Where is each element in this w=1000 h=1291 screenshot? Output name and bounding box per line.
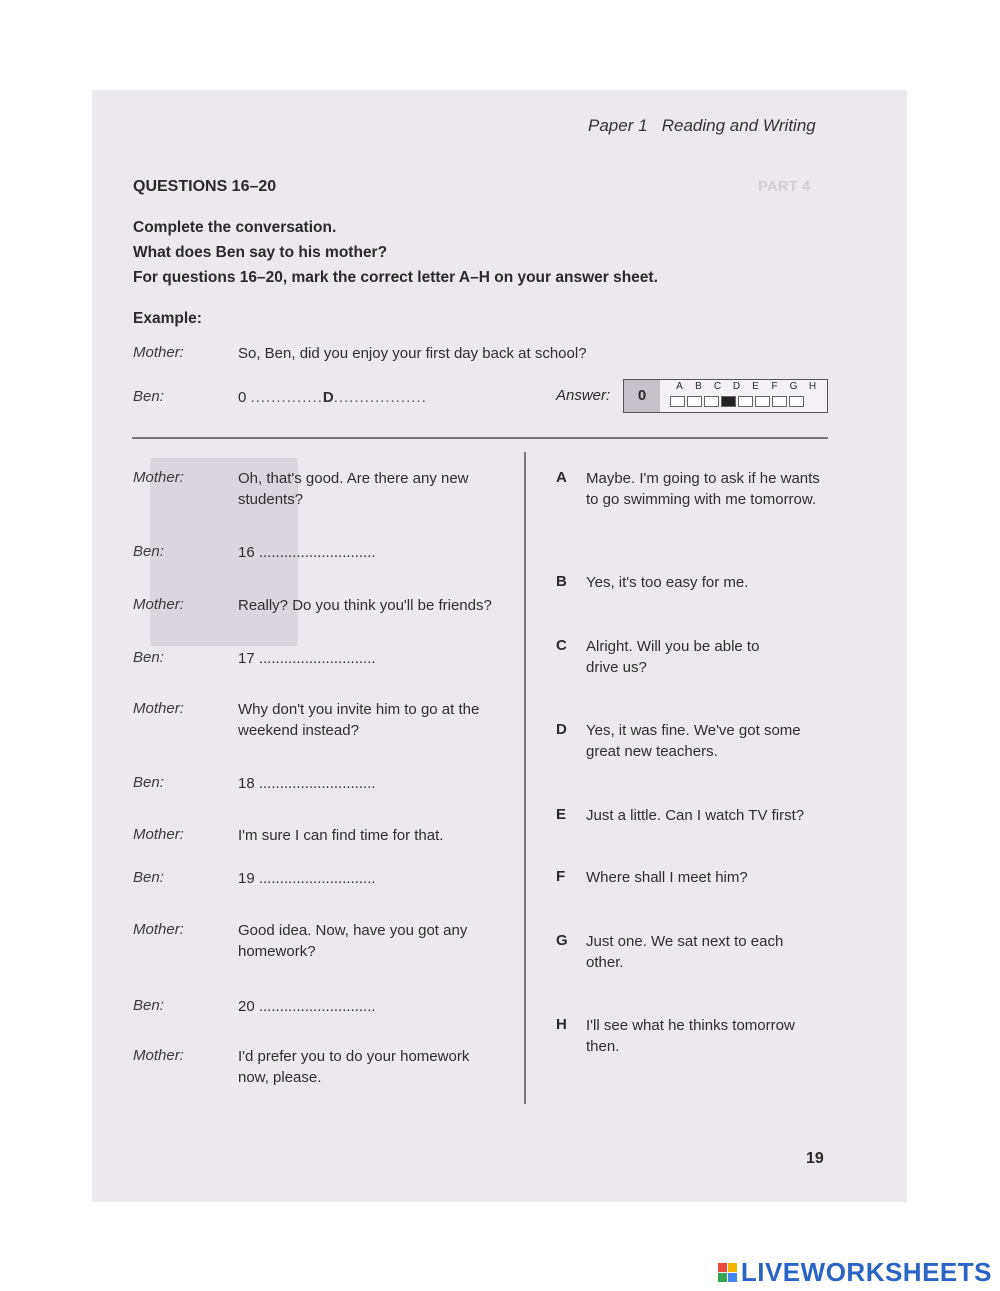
answer-letter-h: H [808,381,817,392]
example-mother-speaker: Mother: [133,344,184,361]
option-letter-d: D [556,721,567,738]
answer-gap-16[interactable]: 16 ............................ [238,544,376,561]
option-letter-f: F [556,868,566,885]
answer-cell-g [772,396,787,407]
speaker-label: Mother: [133,596,184,613]
liveworksheets-logo[interactable] [718,1257,992,1288]
logo-icon [718,1263,737,1282]
logo-square [728,1263,737,1272]
speaker-label: Ben: [133,869,164,886]
dialogue-line: Why don't you invite him to go at the weekend instead? [238,701,480,739]
speaker-label: Ben: [133,997,164,1014]
page-number: 19 [806,1150,824,1167]
option-text-e: Just a little. Can I watch TV first? [586,807,805,824]
answer-gap-18[interactable]: 18 ............................ [238,775,376,792]
answer-letter-b: B [695,381,702,392]
example-dots: .............. [250,389,323,406]
speaker-label: Mother: [133,469,184,486]
option-letter-c: C [556,637,567,654]
option-text-a: Maybe. I'm going to ask if he wants to go swimming with me tomorrow. [586,470,820,508]
option-letter-e: E [556,806,567,823]
option-text-d: Yes, it was fine. We've got some great new teachers. [586,722,801,760]
option-letter-b: B [556,573,567,590]
speaker-label: Ben: [133,649,164,666]
option-text-c: Alright. Will you be able to drive us? [586,638,760,676]
questions-title: QUESTIONS 16–20 [133,178,277,195]
option-text-h: I'll see what he thinks tomorrow then. [586,1017,795,1055]
answer-cell-e [738,396,753,407]
example-dots: .................. [333,389,427,406]
logo-square [728,1273,737,1282]
example-mother-line: So, Ben, did you enjoy your first day back at school? [238,345,587,362]
option-letter-g: G [556,932,568,949]
option-text-g: Just one. We sat next to each other. [586,933,784,971]
answer-letter-d: D [732,381,741,392]
dialogue-line: Oh, that's good. Are there any new students? [238,470,469,508]
dialogue-line: Good idea. Now, have you got any homework? [238,922,468,960]
instruction-line: What does Ben say to his mother? [133,244,388,261]
answer-number: 0 [624,380,660,412]
paper-header: Paper 1 Reading and Writing [588,116,816,135]
dialogue-line: I'd prefer you to do your homework now, please. [238,1048,470,1086]
answer-cell-a [670,396,685,407]
answer-letter-a: A [676,381,683,392]
answer-cell-c [704,396,719,407]
bleed-through-text: PART 4 [758,178,811,195]
answer-letter-g: G [789,381,798,392]
dialogue-line: I'm sure I can find time for that. [238,827,444,844]
speaker-label: Mother: [133,1047,184,1064]
instruction-line: Complete the conversation. [133,219,337,236]
logo-square [718,1273,727,1282]
answer-cell-f [755,396,770,407]
speaker-label: Ben: [133,543,164,560]
logo-text: LIVEWORKSHEETS [740,1257,992,1287]
option-text-b: Yes, it's too easy for me. [586,574,749,591]
answer-gap-20[interactable]: 20 ............................ [238,998,376,1015]
example-label: Example: [133,310,202,327]
option-text-f: Where shall I meet him? [586,869,748,886]
option-letter-h: H [556,1016,567,1033]
answer-cell-h [789,396,804,407]
example-ben-speaker: Ben: [133,388,164,405]
answer-label: Answer: [556,387,611,404]
divider-horizontal [132,437,828,439]
answer-grid [623,379,828,413]
answer-cell-d [721,396,736,407]
dialogue-line: Really? Do you think you'll be friends? [238,597,492,614]
example-ben-line [238,387,458,408]
option-letter-a: A [556,469,567,486]
answer-cell-b [687,396,702,407]
answer-letter-c: C [713,381,722,392]
speaker-label: Ben: [133,774,164,791]
example-answer-letter: D [322,389,334,406]
speaker-label: Mother: [133,700,184,717]
answer-cells [670,396,806,407]
logo-square [718,1263,727,1272]
example-number: 0 [238,389,247,406]
answer-letters [670,381,822,392]
answer-gap-19[interactable]: 19 ............................ [238,870,376,887]
speaker-label: Mother: [133,826,184,843]
instruction-line: For questions 16–20, mark the correct letter A–H on your answer sheet. [133,269,658,286]
answer-letter-e: E [752,381,759,392]
divider-vertical [524,452,526,1104]
answer-gap-17[interactable]: 17 ............................ [238,650,376,667]
answer-letter-f: F [771,381,778,392]
speaker-label: Mother: [133,921,184,938]
